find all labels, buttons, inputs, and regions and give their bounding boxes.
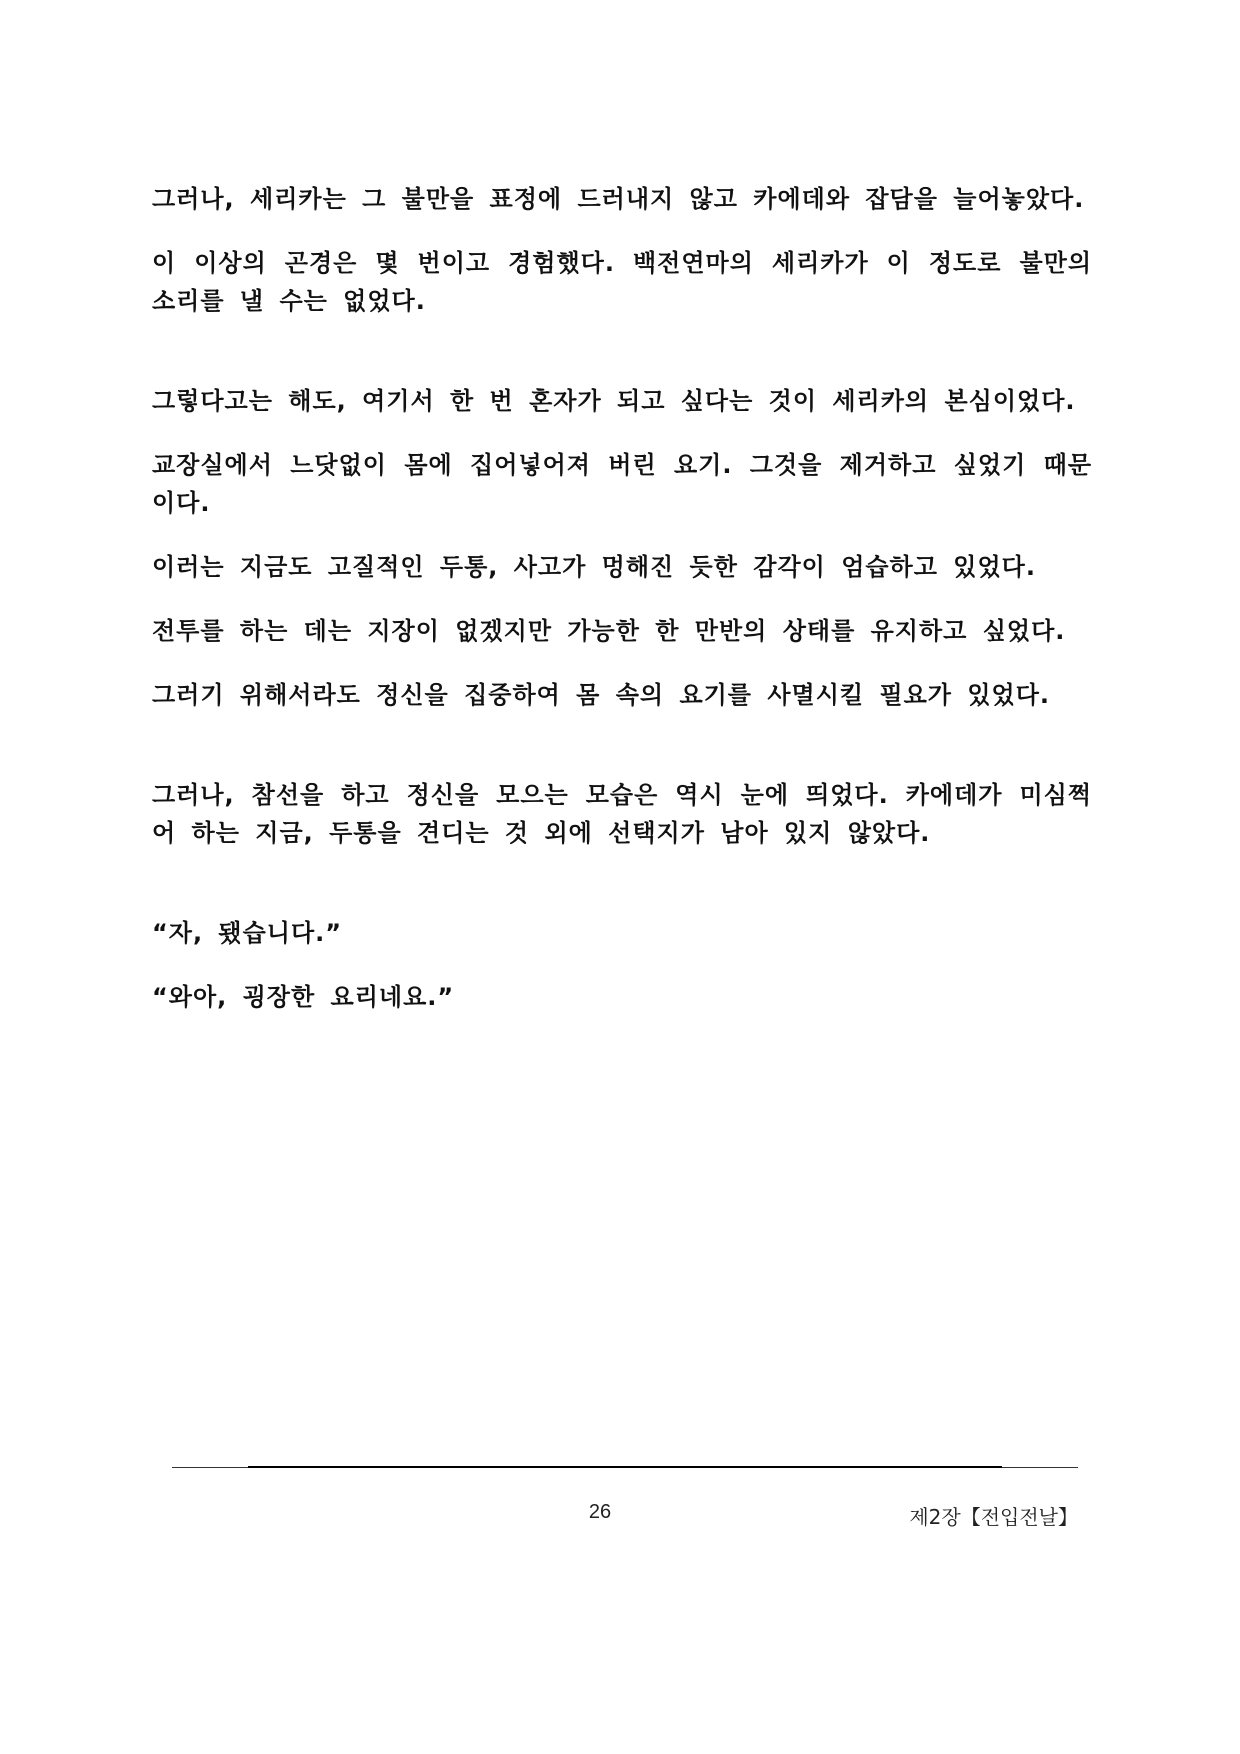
body-text (152, 180, 1092, 1016)
paragraph: 그러나, 세리카는 그 불만을 표정에 드러내지 않고 카에데와 잡담을 늘어놓았다. (152, 185, 1085, 213)
page-number: 26 (588, 1501, 612, 1523)
paragraph: 그러기 위해서라도 정신을 집중하여 몸 속의 요기를 사멸시킬 필요가 있었다. (152, 681, 1051, 709)
dialogue-line: “자, 됐습니다.” (152, 919, 343, 947)
dialogue-line: “와아, 굉장한 요리네요.” (152, 983, 455, 1011)
chapter-title: 제2장【전입전날】 (909, 1505, 1078, 1529)
paragraph: 전투를 하는 데는 지장이 없겠지만 가능한 한 만반의 상태를 유지하고 싶었다. (152, 617, 1066, 645)
paragraph: 그렇다고는 해도, 여기서 한 번 혼자가 되고 싶다는 것이 세리카의 본심이었다. (152, 387, 1076, 415)
paragraph: 이러는 지금도 고질적인 두통, 사고가 멍해진 듯한 감각이 엄습하고 있었다. (152, 553, 1036, 581)
paragraph: 이 이상의 곤경은 몇 번이고 경험했다. 백전연마의 세리카가 이 정도로 불만의 소리를 낼 수는 없었다. (152, 249, 1092, 315)
paragraph: 그러나, 참선을 하고 정신을 모으는 모습은 역시 눈에 띄었다. 카에데가 미심쩍어 하는 지금, 두통을 견디는 것 외에 선택지가 남아 있지 않았다. (152, 781, 1092, 847)
paragraph: 교장실에서 느닷없이 몸에 집어넣어져 버린 요기. 그것을 제거하고 싶었기 때문이다. (152, 451, 1092, 517)
footer-divider-accent (248, 1466, 1002, 1468)
